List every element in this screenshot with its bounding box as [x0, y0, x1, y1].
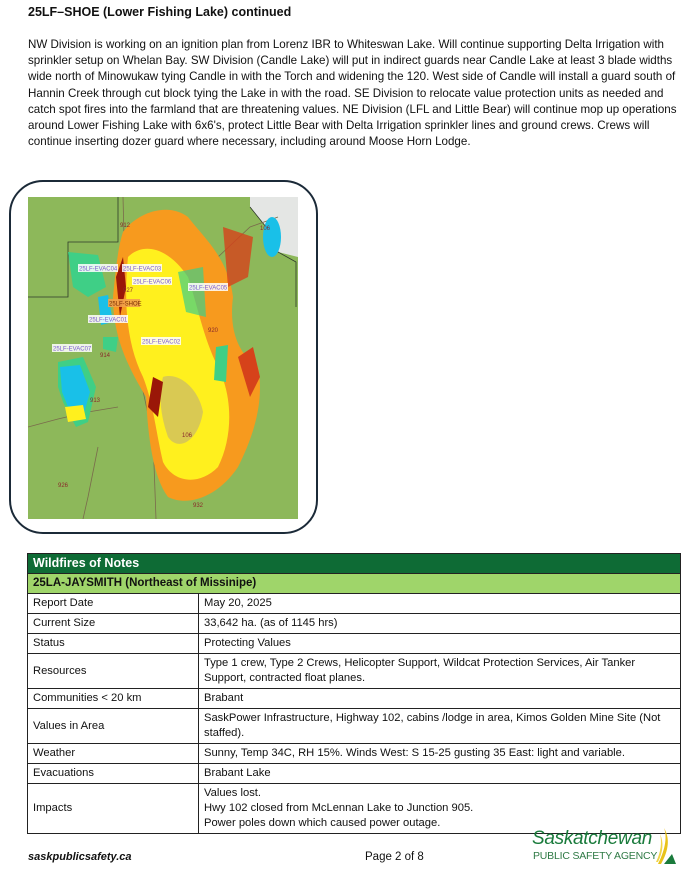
table-row	[28, 594, 681, 614]
table-row	[28, 764, 681, 784]
row-label: Communities < 20 km	[28, 689, 199, 709]
row-value: SaskPower Infrastructure, Highway 102, cabins /lodge in area, Kimos Golden Mine Site (Not staffed).	[199, 709, 681, 744]
map-label-hwy927: 927	[123, 288, 134, 294]
impact-line: Power poles down which caused power outage.	[204, 817, 441, 829]
row-value: Brabant Lake	[199, 764, 681, 784]
logo-sub-text: PUBLIC SAFETY AGENCY	[533, 850, 658, 862]
map-label-evac02: 25LF-EVAC02	[142, 339, 181, 346]
map-label-hwy106-north: 106	[260, 226, 271, 232]
section-paragraph: NW Division is working on an ignition plan from Lorenz IBR to Whiteswan Lake. Will continue supporting Delta Irrigation with sprinkler setup on Whelan Bay. SW Division (Candle Lake) will put in indirect guards near Candle Lake at least 3 blade widths wide north of Minowukaw tying Candle in with the Torch and widening the 120. West side of Candle will install a guard south of Hannin Creek through cut block tying the Lake in with the road. SE Division to relocate value protection units as needed and catch spot fires into the farmland that are threatening values. NE Division (LFL and Little Bear) will continue mop up operations around Lower Fishing Lake with 6x6's, protect Little Bear with Delta Irrigation sprinkler lines and ground crews. Crews will continue inserting dozer guard where necessary, including around Moose Horn Lodge.	[28, 38, 677, 149]
row-label: Report Date	[28, 594, 199, 614]
spsa-logo	[532, 828, 682, 868]
fire-name-subheader: 25LA-JAYSMITH (Northeast of Missinipe)	[28, 574, 681, 594]
row-value: Sunny, Temp 34C, RH 15%. Winds West: S 15-25 gusting 35 East: light and variable.	[199, 744, 681, 764]
map-label-fire: 25LF-SHOE	[109, 301, 142, 308]
map-label-hwy920: 920	[208, 328, 219, 334]
wheat-icon	[654, 828, 676, 866]
map-label-evac01: 25LF-EVAC01	[89, 317, 128, 324]
map-label-evac03: 25LF-EVAC03	[123, 266, 162, 273]
row-value	[199, 784, 681, 834]
map-lake	[263, 217, 281, 257]
row-value: 33,642 ha. (as of 1145 hrs)	[199, 614, 681, 634]
page-number: Page 2 of 8	[365, 851, 424, 863]
table-row	[28, 744, 681, 764]
row-label: Status	[28, 634, 199, 654]
map-label-hwy913: 913	[90, 398, 101, 404]
impact-line: Values lost.	[204, 787, 262, 799]
table-row	[28, 634, 681, 654]
map-label-hwy926: 926	[58, 483, 69, 489]
table-row	[28, 654, 681, 689]
fire-map-frame	[9, 180, 318, 534]
fire-map	[28, 197, 298, 519]
wildfires-table	[27, 553, 681, 834]
table-row	[28, 614, 681, 634]
row-label: Evacuations	[28, 764, 199, 784]
row-value: Type 1 crew, Type 2 Crews, Helicopter Support, Wildcat Protection Services, Air Tanker Support, contracted float planes.	[199, 654, 681, 689]
map-park	[214, 345, 228, 382]
map-label-evac06: 25LF-EVAC06	[133, 279, 172, 286]
row-label: Current Size	[28, 614, 199, 634]
map-label-hwy912: 912	[120, 223, 131, 229]
section-title: 25LF–SHOE (Lower Fishing Lake) continued	[28, 5, 292, 19]
map-label-hwy932: 932	[193, 503, 204, 509]
map-label-hwy106: 106	[182, 433, 193, 439]
row-label: Impacts	[28, 784, 199, 834]
row-value: Protecting Values	[199, 634, 681, 654]
table-row	[28, 709, 681, 744]
row-label: Values in Area	[28, 709, 199, 744]
map-label-evac04: 25LF-EVAC04	[79, 266, 118, 273]
row-label: Weather	[28, 744, 199, 764]
impact-line: Hwy 102 closed from McLennan Lake to Junction 905.	[204, 802, 474, 814]
map-label-evac07: 25LF-EVAC07	[53, 346, 92, 353]
logo-main-text: Saskatchewan	[532, 828, 652, 849]
table-row	[28, 784, 681, 834]
row-value: Brabant	[199, 689, 681, 709]
map-label-evac05: 25LF-EVAC05	[189, 285, 228, 292]
table-row	[28, 689, 681, 709]
map-burn-area	[65, 405, 86, 422]
footer-website-link[interactable]: saskpublicsafety.ca	[28, 851, 132, 863]
table-header: Wildfires of Notes	[28, 554, 681, 574]
map-label-hwy914: 914	[100, 353, 111, 359]
row-label: Resources	[28, 654, 199, 689]
row-value: May 20, 2025	[199, 594, 681, 614]
